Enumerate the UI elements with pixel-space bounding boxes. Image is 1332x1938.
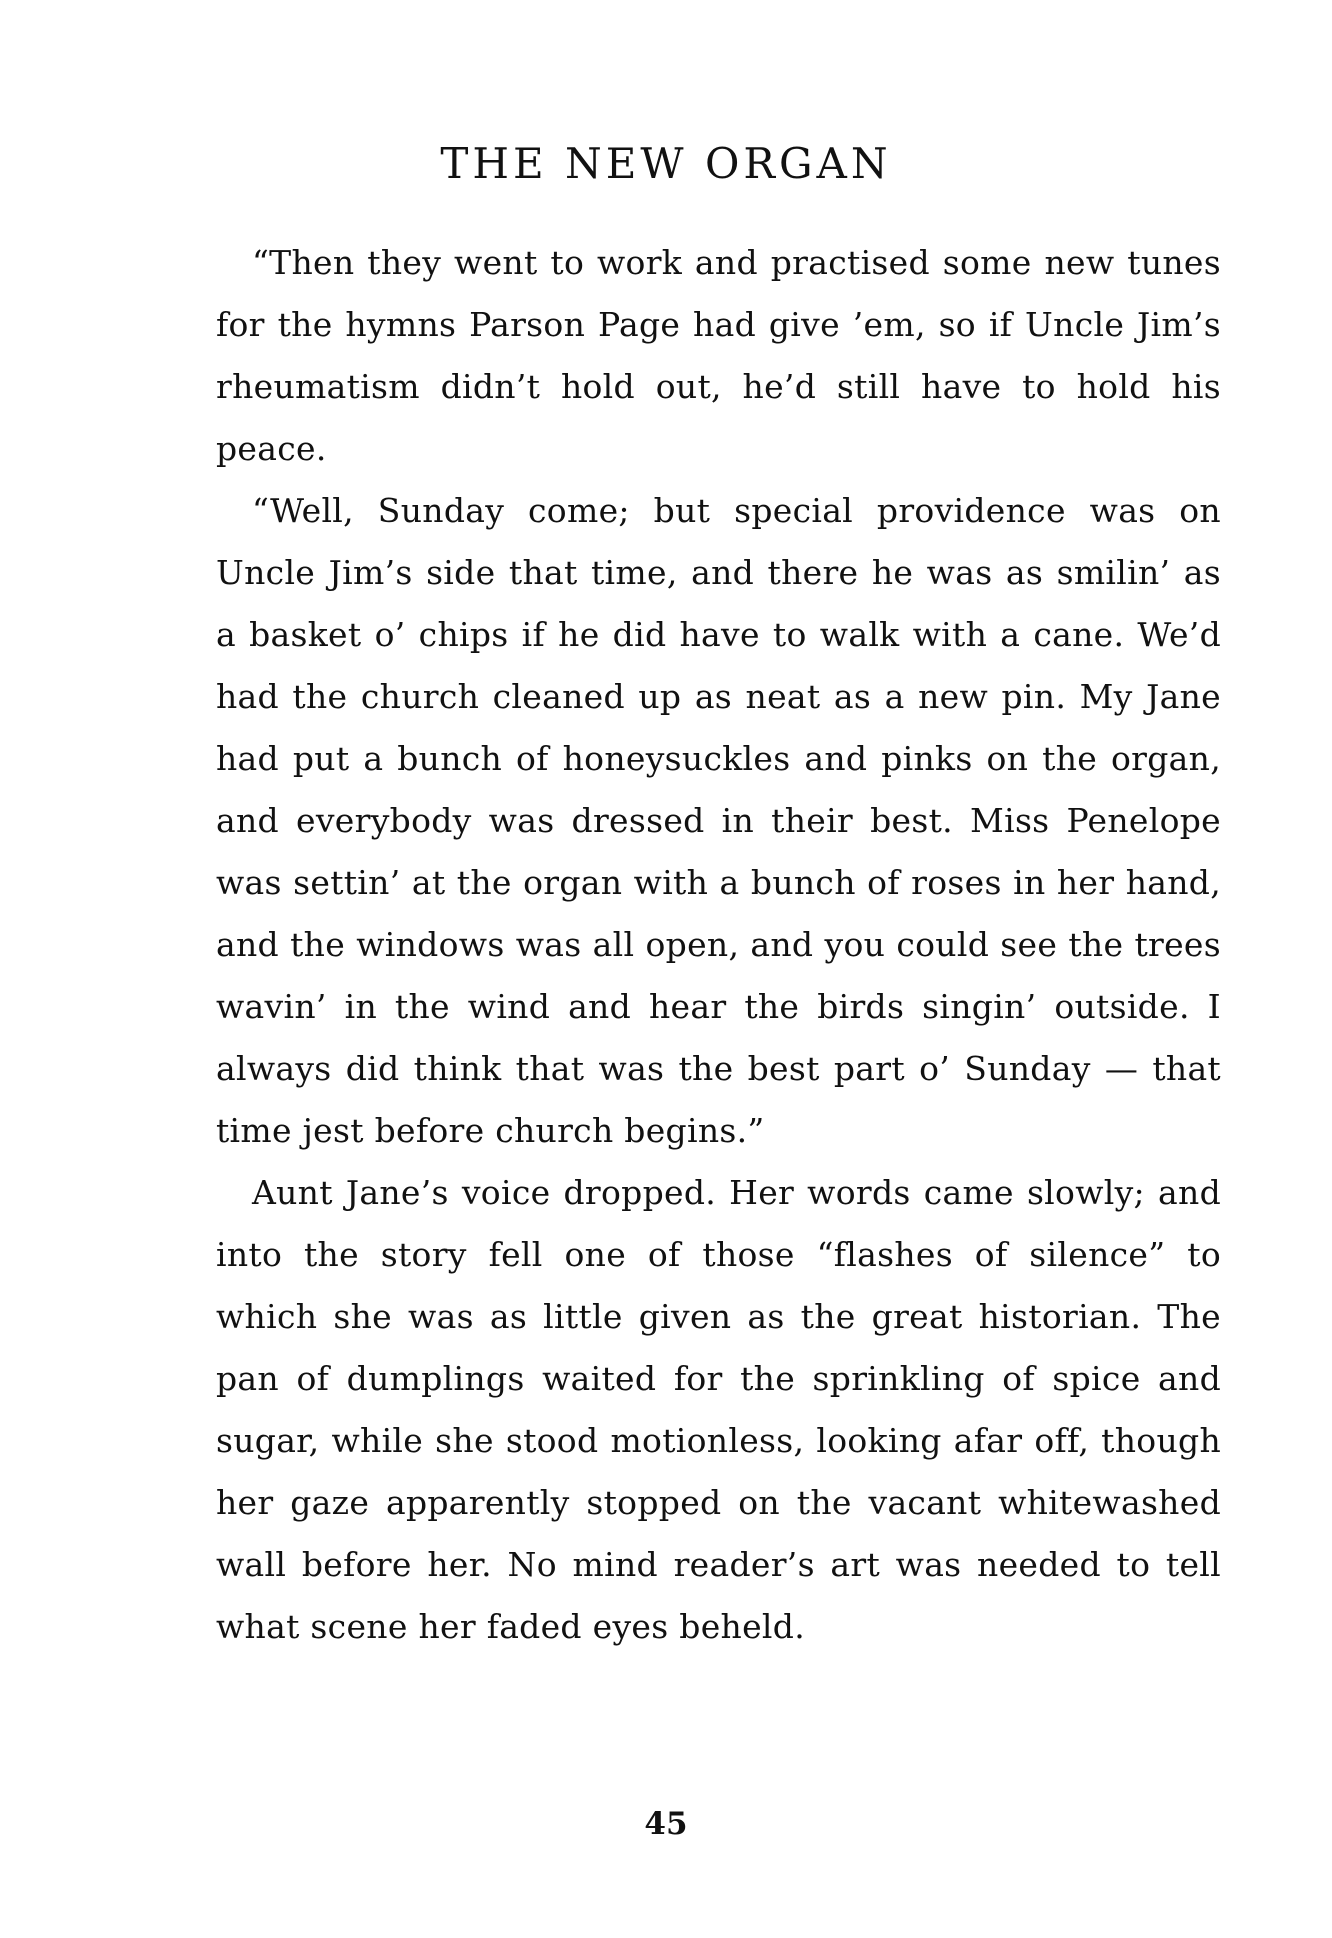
paragraph-1: “Then they went to work and practised some new tunes for the hymns Parson Page had give ’em, so if Uncle Jim’s rheumatism didn’t hold out, he’d still have to hold his peace. [216, 243, 1221, 468]
page-number: 45 [644, 1806, 688, 1842]
body-text [216, 232, 1221, 1658]
running-head: THE NEW ORGAN [440, 139, 892, 188]
paragraph-2: “Well, Sunday come; but special providence was on Uncle Jim’s side that time, and there he was as smilin’ as a basket o’ chips if he did have to walk with a cane. We’d had the church cleaned up as neat as a new pin. My Jane had put a bunch of honeysuckles and pinks on the organ, and everybody was dressed in their best. Miss Penelope was settin’ at the organ with a bunch of roses in her hand, and the windows was all open, and you could see the trees wavin’ in the wind and hear the birds singin’ outside. I always did think that was the best part o’ Sunday — that time jest before church begins.” [216, 491, 1221, 1150]
paragraph-3: Aunt Jane’s voice dropped. Her words came slowly; and into the story fell one of those “flashes of silence” to which she was as little given as the great historian. The pan of dumplings waited for the sprinkling of spice and sugar, while she stood motionless, looking afar off, though her gaze apparently stopped on the vacant whitewashed wall before her. No mind reader’s art was needed to tell what scene her faded eyes beheld. [216, 1173, 1221, 1646]
